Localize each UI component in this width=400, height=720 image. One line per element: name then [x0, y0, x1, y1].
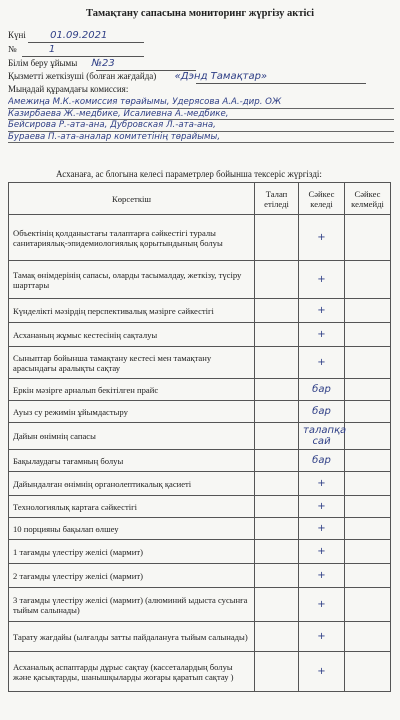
school-row: [8, 58, 115, 69]
column-header-non-compliant: Сәйкес келмейді: [345, 183, 391, 215]
required-cell: [255, 496, 299, 518]
required-cell: [255, 518, 299, 540]
indicator-cell: Дайын өнімнің сапасы: [9, 423, 255, 450]
indicator-cell: Күнделікті мәзірдің перспективалық мәзірге сәйкестігі: [9, 299, 255, 323]
required-cell: [255, 215, 299, 261]
indicator-cell: Тарату жағдайы (ылғалды затты пайдалануға тыйым салынады): [9, 622, 255, 652]
table-row: [9, 423, 391, 450]
commission-member: Бейсирова Р.-ата-ана, Дубровская Л.-ата-ана,: [8, 120, 394, 132]
commission-members: [8, 97, 394, 143]
table-row: [9, 622, 391, 652]
table-row: [9, 496, 391, 518]
indicator-cell: Дайындалған өнімнің органолептикалық қасиеті: [9, 472, 255, 496]
indicator-cell: Бақылаудағы тағамның болуы: [9, 450, 255, 472]
school-value: №23: [91, 58, 115, 69]
required-cell: [255, 261, 299, 299]
inspection-table: [8, 182, 391, 692]
non-compliant-cell: [345, 261, 391, 299]
indicator-cell: Асхананың жұмыс кестесінің сақталуы: [9, 323, 255, 347]
commission-member: Амежиңа М.К.-комиссия төрайымы, Удерясова А.А.-дир. ОЖ: [8, 97, 394, 109]
inspection-intro: Асханаға, ас блогына келесі параметрлер бойынша тексеріс жүргізді:: [56, 169, 322, 179]
indicator-cell: Еркін мәзірге арналып бекітілген прайс: [9, 379, 255, 401]
commission-label: Мыңадай құрамдағы комиссия:: [8, 84, 129, 94]
non-compliant-cell: [345, 652, 391, 692]
compliant-cell: бар: [299, 379, 345, 401]
non-compliant-cell: [345, 347, 391, 379]
number-value: 1: [48, 44, 56, 55]
non-compliant-cell: [345, 564, 391, 588]
non-compliant-cell: [345, 323, 391, 347]
compliant-cell: +: [299, 622, 345, 652]
non-compliant-cell: [345, 588, 391, 622]
column-header-required: Талап етіледі: [255, 183, 299, 215]
indicator-cell: 3 тағамды үлестіру желісі (мармит) (алюминий ыдыста сусынға тыйым салынады): [9, 588, 255, 622]
compliant-cell: +: [299, 540, 345, 564]
indicator-cell: Сыныптар бойынша тамақтану кестесі мен тамақтану арасындағы аралықты сақтау: [9, 347, 255, 379]
table-row: [9, 540, 391, 564]
compliant-cell: +: [299, 215, 345, 261]
commission-row: [8, 84, 128, 94]
table-row: [9, 261, 391, 299]
compliant-cell: +: [299, 496, 345, 518]
table-row: [9, 518, 391, 540]
table-row: [9, 588, 391, 622]
non-compliant-cell: [345, 518, 391, 540]
table-row: [9, 347, 391, 379]
compliant-cell: +: [299, 518, 345, 540]
required-cell: [255, 622, 299, 652]
table-row: [9, 215, 391, 261]
compliant-cell: +: [299, 564, 345, 588]
non-compliant-cell: [345, 540, 391, 564]
table-row: [9, 401, 391, 423]
required-cell: [255, 472, 299, 496]
date-underline: [28, 42, 144, 43]
compliant-cell: бар: [299, 401, 345, 423]
number-underline: [22, 56, 144, 57]
indicator-cell: Асханалық аспаптарды дұрыс сақтау (кассеталардың болуы және қасықтарды, шанышқыларды жоғары қаратып сақтау ): [9, 652, 255, 692]
indicator-cell: 10 порцияны бақылап өлшеу: [9, 518, 255, 540]
non-compliant-cell: [345, 622, 391, 652]
table-row: [9, 323, 391, 347]
required-cell: [255, 564, 299, 588]
required-cell: [255, 323, 299, 347]
column-header-compliant: Сәйкес келеді: [299, 183, 345, 215]
provider-value: «Дэнд Тамақтар»: [174, 71, 268, 82]
table-row: [9, 450, 391, 472]
non-compliant-cell: [345, 496, 391, 518]
non-compliant-cell: [345, 472, 391, 496]
non-compliant-cell: [345, 450, 391, 472]
compliant-cell: +: [299, 323, 345, 347]
non-compliant-cell: [345, 401, 391, 423]
required-cell: [255, 347, 299, 379]
required-cell: [255, 299, 299, 323]
required-cell: [255, 450, 299, 472]
compliant-cell: +: [299, 299, 345, 323]
compliant-cell: талапқа сай: [299, 423, 345, 450]
column-header-indicator: Көрсеткіш: [9, 183, 255, 215]
table-header-row: [9, 183, 391, 215]
indicator-cell: 2 тағамды үлестіру желісі (мармит): [9, 564, 255, 588]
non-compliant-cell: [345, 423, 391, 450]
provider-row: [8, 71, 267, 82]
indicator-cell: Технологиялық картаға сәйкестігі: [9, 496, 255, 518]
table-row: [9, 564, 391, 588]
number-row: [8, 44, 55, 55]
number-label: №: [8, 44, 17, 54]
date-value: 01.09.2021: [50, 30, 108, 41]
compliant-cell: бар: [299, 450, 345, 472]
non-compliant-cell: [345, 299, 391, 323]
school-label: Білім беру ұйымы: [8, 58, 78, 68]
provider-label: Қызметті жеткізуші (болған жағдайда): [8, 71, 157, 81]
required-cell: [255, 588, 299, 622]
date-row: [8, 30, 107, 41]
indicator-cell: Ауыз су режимін ұйымдастыру: [9, 401, 255, 423]
commission-member: Казирбаева Ж.-медбике, Исалиевна А.-медбике,: [8, 109, 394, 121]
required-cell: [255, 401, 299, 423]
table-row: [9, 299, 391, 323]
table-row: [9, 379, 391, 401]
non-compliant-cell: [345, 379, 391, 401]
commission-member: Бураева П.-ата-аналар комитетінің төрайымы,: [8, 132, 394, 144]
indicator-cell: 1 тағамды үлестіру желісі (мармит): [9, 540, 255, 564]
required-cell: [255, 379, 299, 401]
indicator-cell: Объектінің қолданыстағы талаптарға сәйкестігі туралы санитариялық-эпидемиологиялық қорытындының болуы: [9, 215, 255, 261]
compliant-cell: +: [299, 472, 345, 496]
table-row: [9, 472, 391, 496]
date-label: Күні: [8, 30, 26, 40]
table-row: [9, 652, 391, 692]
non-compliant-cell: [345, 215, 391, 261]
compliant-cell: +: [299, 261, 345, 299]
indicator-cell: Тамақ өнімдерінің сапасы, оларды тасымалдау, жеткізу, түсіру шарттары: [9, 261, 255, 299]
required-cell: [255, 423, 299, 450]
compliant-cell: +: [299, 347, 345, 379]
required-cell: [255, 652, 299, 692]
compliant-cell: +: [299, 588, 345, 622]
provider-underline: [196, 83, 366, 84]
document-title: Тамақтану сапасына мониторинг жүргізу актісі: [86, 8, 314, 19]
required-cell: [255, 540, 299, 564]
compliant-cell: +: [299, 652, 345, 692]
